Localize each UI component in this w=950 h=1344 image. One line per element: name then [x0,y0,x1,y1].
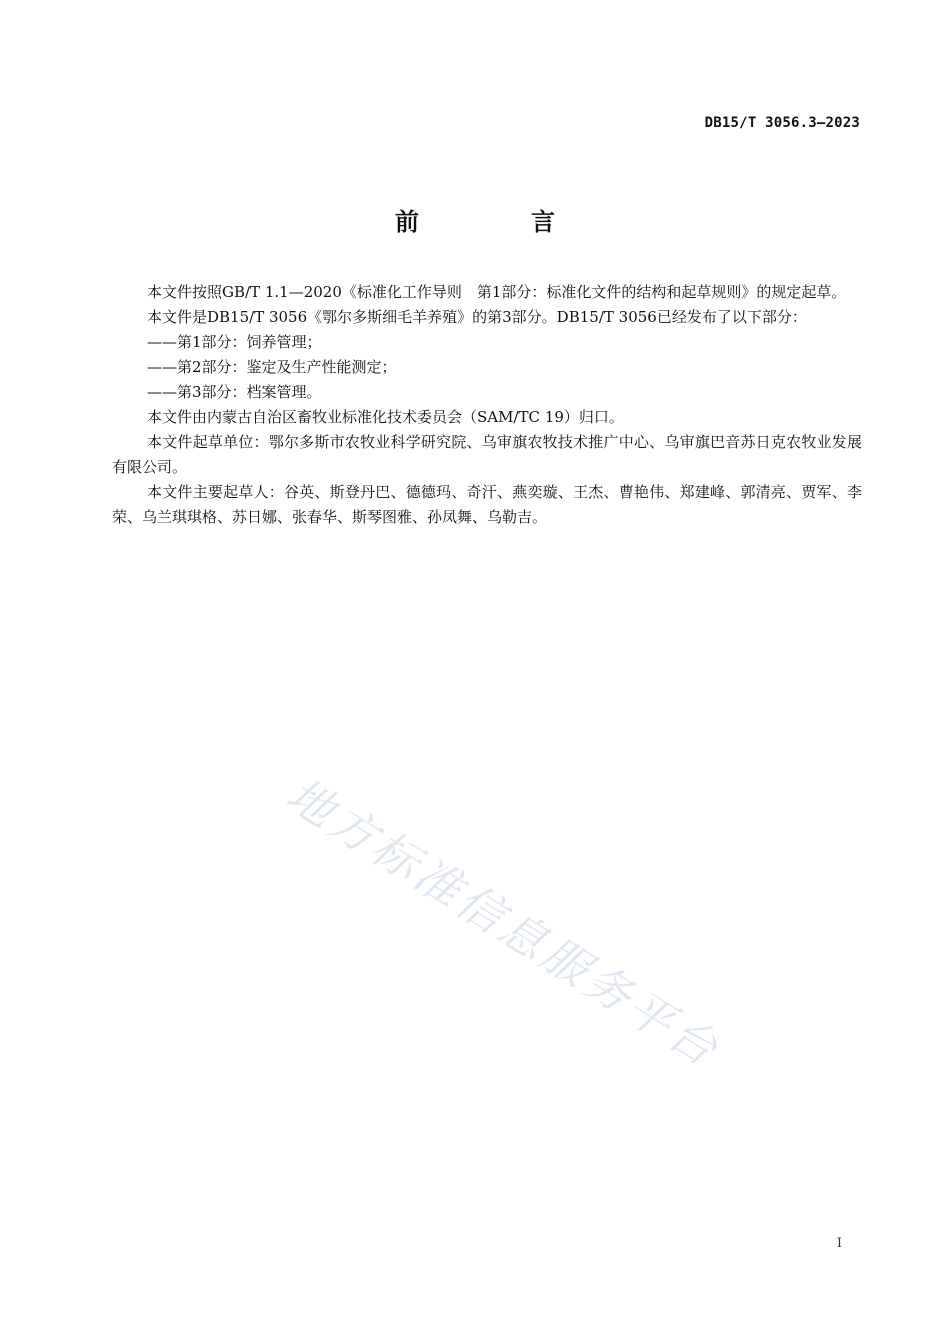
foreword-body [112,280,862,530]
paragraph-drafting-units: 本文件起草单位：鄂尔多斯市农牧业科学研究院、乌审旗农牧技术推广中心、乌审旗巴音苏日克农牧业发展有限公司。 [112,433,862,476]
document-code: DB15/T 3056.3—2023 [704,115,860,131]
watermark: 地方标准信息服务平台 [277,767,730,1078]
list-item-part-3: ——第3部分：档案管理。 [147,383,322,401]
list-item-part-2: ——第2部分：鉴定及生产性能测定； [147,358,397,376]
paragraph-drafting-basis: 本文件按照GB/T 1.1—2020《标准化工作导则 第1部分：标准化文件的结构和起草规则》的规定起草。 [147,283,847,301]
paragraph-series-intro: 本文件是DB15/T 3056《鄂尔多斯细毛羊养殖》的第3部分。DB15/T 3056已经发布了以下部分： [147,308,807,326]
paragraph-drafters: 本文件主要起草人：谷英、斯登丹巴、德德玛、奇汗、燕奕璇、王杰、曹艳伟、郑建峰、郭清亮、贾军、李荣、乌兰琪琪格、苏日娜、张春华、斯琴图雅、孙凤舞、乌勒吉。 [112,483,862,526]
page-title: 前 言 [395,208,599,236]
list-item-part-1: ——第1部分：饲养管理； [147,333,322,351]
page-number: I [836,1236,842,1251]
paragraph-committee: 本文件由内蒙古自治区畜牧业标准化技术委员会（SAM/TC 19）归口。 [147,408,624,426]
